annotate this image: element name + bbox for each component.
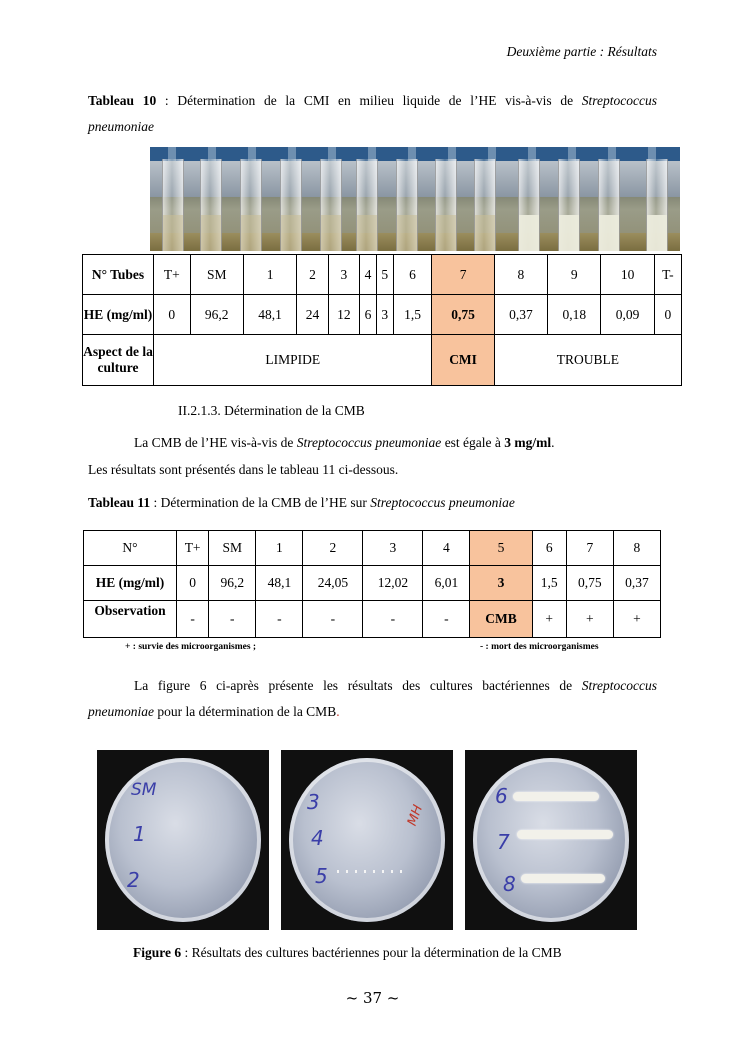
test-tube <box>320 159 342 251</box>
table11-caption-text: : Détermination de la CMB de l’HE sur <box>150 495 371 510</box>
table11-n-cell: 3 <box>363 531 423 566</box>
table11-n-cell: 1 <box>256 531 303 566</box>
test-tube <box>240 159 262 251</box>
plate-3-label-6: 6 <box>495 784 508 808</box>
para1-value: 3 mg/ml <box>504 435 552 450</box>
plate-2-label-5: 5 <box>315 864 328 888</box>
table11-row-n <box>84 531 661 566</box>
plate-3-label-8: 8 <box>503 872 516 896</box>
test-tube <box>435 159 457 251</box>
legend-plus: + : survie des microorganismes ; <box>125 642 257 652</box>
table11-obs-cell: + <box>613 601 660 638</box>
para1-text-b: est égale à <box>441 435 505 450</box>
test-tube <box>280 159 302 251</box>
plate-1-label-1: 1 <box>133 822 146 846</box>
table11-obs-cell: - <box>209 601 256 638</box>
para3-species-2: pneumoniae <box>88 704 154 719</box>
table11-he-cell: 0,37 <box>613 566 660 601</box>
table10-tube-cell: T+ <box>154 255 191 295</box>
test-tube <box>474 159 496 251</box>
table10-tube-cell: 9 <box>548 255 601 295</box>
table11-obs-cell: - <box>423 601 470 638</box>
table11-he-cell: 96,2 <box>209 566 256 601</box>
table10-tube-cell: 8 <box>494 255 547 295</box>
para1-text-c: . <box>551 435 555 450</box>
aspect-limpide: LIMPIDE <box>154 335 432 386</box>
table10-he-cell: 6 <box>360 295 377 335</box>
table10-tube-cell: 4 <box>360 255 377 295</box>
table10-he-cell: 0 <box>154 295 191 335</box>
table11-n-cell: T+ <box>177 531 209 566</box>
table11-label: Tableau 11 <box>88 495 151 510</box>
table11-obs-cell: + <box>532 601 566 638</box>
test-tube <box>162 159 184 251</box>
table11 <box>83 530 661 638</box>
table11-n-cell: 8 <box>613 531 660 566</box>
table10-header-he: HE (mg/ml) <box>83 295 154 335</box>
table10-species-1: Streptococcus <box>581 93 657 108</box>
table10-tube-cell: 1 <box>243 255 296 295</box>
table11-row-he <box>84 566 661 601</box>
table10-tube-cell: 10 <box>601 255 654 295</box>
table10-tube-cell: 2 <box>297 255 328 295</box>
table11-n-cell: 5 <box>470 531 532 566</box>
para3-species-1: Streptococcus <box>581 678 657 693</box>
table11-species: Streptococcus pneumoniae <box>370 495 515 510</box>
table11-obs-cell: CMB <box>470 601 532 638</box>
paragraph-results: Les résultats sont présentés dans le tableau 11 ci-dessous. <box>88 462 399 477</box>
plate-1-photo <box>97 750 269 930</box>
table10-tube-cell: 3 <box>328 255 359 295</box>
table11-he-cell: 3 <box>470 566 532 601</box>
table11-obs-cell: - <box>256 601 303 638</box>
table11-header-obs: Observation <box>84 601 177 638</box>
plate-2-label-3: 3 <box>307 790 320 814</box>
table11-n-cell: 6 <box>532 531 566 566</box>
test-tube <box>598 159 620 251</box>
table11-obs-cell: - <box>363 601 423 638</box>
table11-he-cell: 24,05 <box>303 566 363 601</box>
bacterial-streak <box>521 874 605 883</box>
table10-he-cell: 0,75 <box>432 295 494 335</box>
figure6-text: : Résultats des cultures bactériennes pour la détermination de la CMB <box>181 945 562 960</box>
figure6-caption <box>133 945 562 961</box>
table11-he-cell: 6,01 <box>423 566 470 601</box>
table10-he-cell: 0,18 <box>548 295 601 335</box>
figure6-label: Figure 6 <box>133 945 182 960</box>
table10-row-tubes <box>83 255 682 295</box>
table10-he-cell: 12 <box>328 295 359 335</box>
table11-n-cell: SM <box>209 531 256 566</box>
paragraph-figure <box>88 673 657 725</box>
table10-caption <box>88 88 657 140</box>
table11-obs-cell: + <box>566 601 613 638</box>
petri-dish <box>105 758 261 922</box>
page-number: ~ 37 ~ <box>345 989 400 1007</box>
test-tube <box>558 159 580 251</box>
plate-1-label-sm: SM <box>131 780 157 800</box>
aspect-trouble: TROUBLE <box>494 335 681 386</box>
table11-n-cell: 7 <box>566 531 613 566</box>
table10-species-2: pneumoniae <box>88 119 154 134</box>
test-tube <box>518 159 540 251</box>
bacterial-streak <box>513 792 599 801</box>
table10-he-cell: 0,37 <box>494 295 547 335</box>
running-header: Deuxième partie : Résultats <box>506 44 657 59</box>
table10 <box>82 254 682 386</box>
table10-he-cell: 24 <box>297 295 328 335</box>
table10-tube-cell: T- <box>654 255 681 295</box>
section-subtitle: II.2.1.3. Détermination de la CMB <box>178 403 365 418</box>
table10-he-cell: 3 <box>376 295 393 335</box>
table10-he-cell: 1,5 <box>393 295 432 335</box>
table11-n-cell: 2 <box>303 531 363 566</box>
table11-header-n: N° <box>84 531 177 566</box>
table11-he-cell: 1,5 <box>532 566 566 601</box>
para3-text-a: La figure 6 ci-après présente les résultats des cultures bactériennes de <box>134 678 582 693</box>
table10-row-aspect <box>83 335 682 386</box>
table11-caption <box>88 495 515 511</box>
plate-1-label-2: 2 <box>127 868 140 892</box>
table10-he-cell: 96,2 <box>190 295 243 335</box>
table10-he-cell: 0 <box>654 295 681 335</box>
test-tube <box>396 159 418 251</box>
plate-2-photo <box>281 750 453 930</box>
test-tube <box>200 159 222 251</box>
table11-obs-cell: - <box>303 601 363 638</box>
paragraph-cmb <box>134 435 555 451</box>
table10-tube-cell: 5 <box>376 255 393 295</box>
table11-n-cell: 4 <box>423 531 470 566</box>
table10-header-tubes: N° Tubes <box>83 255 154 295</box>
plate-2-label-4: 4 <box>311 826 324 850</box>
aspect-cmi: CMI <box>432 335 494 386</box>
table10-he-cell: 48,1 <box>243 295 296 335</box>
legend-minus: - : mort des microorganismes <box>480 642 599 652</box>
table10-tube-cell: SM <box>190 255 243 295</box>
plate-2-label-mh: MH <box>404 803 427 828</box>
para1-species: Streptococcus pneumoniae <box>296 435 442 450</box>
table11-header-he: HE (mg/ml) <box>84 566 177 601</box>
table10-tube-cell: 7 <box>432 255 494 295</box>
bacterial-streak <box>517 830 613 839</box>
table11-row-obs <box>84 601 661 638</box>
table10-header-aspect: Aspect de la culture <box>83 335 154 386</box>
table11-he-cell: 0,75 <box>566 566 613 601</box>
table10-label: Tableau 10 <box>88 93 157 108</box>
tubes-photo <box>150 147 680 251</box>
table10-caption-text: : Détermination de la CMI en milieu liquide de l’HE vis-à-vis de <box>156 93 582 108</box>
para3-text-b: pour la détermination de la CMB <box>153 704 337 719</box>
table10-tube-cell: 6 <box>393 255 432 295</box>
plate-3-photo <box>465 750 637 930</box>
sparse-colonies <box>337 870 407 873</box>
table11-he-cell: 0 <box>177 566 209 601</box>
table11-he-cell: 12,02 <box>363 566 423 601</box>
test-tube <box>356 159 378 251</box>
para1-text-a: La CMB de l’HE vis-à-vis de <box>134 435 297 450</box>
test-tube <box>646 159 668 251</box>
para3-dot: . <box>336 704 340 719</box>
table11-he-cell: 48,1 <box>256 566 303 601</box>
plate-3-label-7: 7 <box>497 830 510 854</box>
table11-obs-cell: - <box>177 601 209 638</box>
table10-row-he <box>83 295 682 335</box>
table10-he-cell: 0,09 <box>601 295 654 335</box>
